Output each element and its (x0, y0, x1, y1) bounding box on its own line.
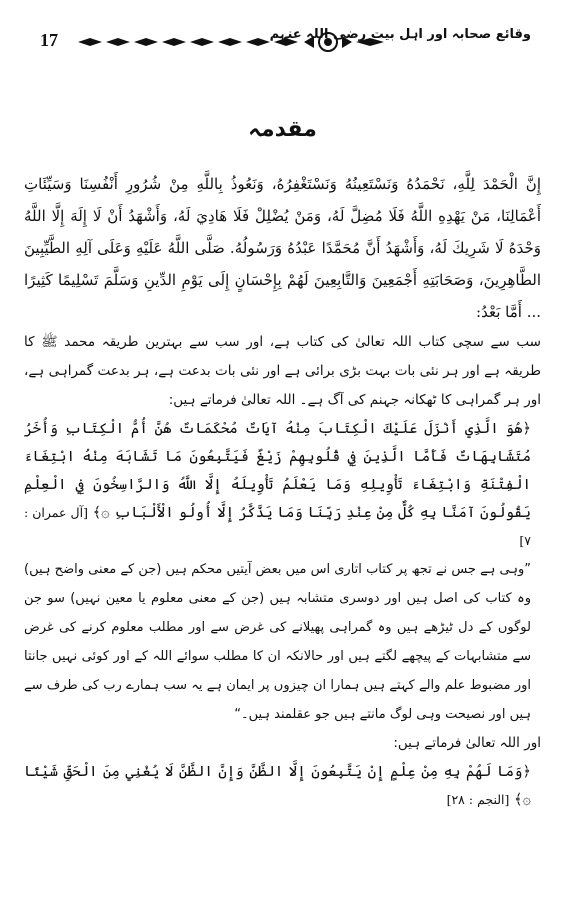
page-number: 17 (40, 30, 58, 50)
page-body (24, 168, 541, 814)
translation-1: ”وہی ہے جس نے تجھ پر کتاب اتاری اس میں بعض آیتیں محکم ہیں (جن کے معنی واضح ہیں) وہ کتاب کی اصل ہیں اور دوسری متشابہ ہیں (جن کے معنی معلوم یا معین نہیں) سو جن لوگوں کے دل ٹیڑھے ہیں وہ گمراہی پھیلانے کی غرض سے اور مطلب معلوم کرنے کی غرض سے متشابہات کے پیچھے لگتے ہیں اور حالانکہ ان کا مطلب سوائے اللہ کے اور کوئی نہیں جانتا اور مضبوط علم والے کہتے ہیں ہمارا ان چیزوں پر ایمان ہے یہ سب ہمارے رب کی طرف سے ہیں اور نصیحت وہی لوگ مانتے ہیں جو عقلمند ہیں۔“ (24, 562, 531, 722)
running-title: وقائع صحابہ اور اہل بیت رضی اللہ عنہم (269, 27, 531, 42)
page-title: مقدمہ (248, 117, 317, 142)
verse-2-reference: [النجم : ۲۸] (446, 792, 510, 807)
verse-1-reference: [آل عمران : ۷] (24, 505, 531, 548)
intro-2: اور اللہ تعالیٰ فرماتے ہیں: (393, 735, 541, 751)
quran-verse-2 (24, 758, 541, 814)
verse-2-text: ﴿وَمَا لَهُمْ بِهِ مِنْ عِلْمٍ إِنْ يَتَّبِعُونَ إِلَّا الظَّنَّ وَإِنَّ الظَّنَّ لَا يُغْنِي مِنَ الْحَقِّ شَيْئًا ۞﴾ (24, 764, 531, 808)
quran-verse-1 (24, 415, 541, 555)
intro-paragraph: سب سے سچی کتاب اللہ تعالیٰ کی کتاب ہے، اور سب سے بہترین طریقہ محمد ﷺ کا طریقہ ہے اور ہر نئی بات بہت بڑی برائی ہے اور نئی بات بدعت ہے، ہر بدعت گمراہی ہے، اور ہر گمراہی کا ٹھکانہ جہنم کی آگ ہے۔ اللہ تعالیٰ فرماتے ہیں: (24, 334, 541, 408)
khutbah-paragraph: إِنَّ الْحَمْدَ لِلَّهِ، نَحْمَدُهُ وَنَسْتَعِينُهُ وَنَسْتَغْفِرُهُ، وَنَعُوذُ بِاللَّهِ مِنْ شُرُورِ أَنْفُسِنَا وَسَيِّئَاتِ أَعْمَالِنَا، مَنْ يَهْدِهِ اللَّهُ فَلَا مُضِلَّ لَهُ، وَمَنْ يُضْلِلْ فَلَا هَادِيَ لَهُ، وَأَشْهَدُ أَنْ لَا إِلَهَ إِلَّا اللَّهُ وَحْدَهُ لَا شَرِيكَ لَهُ، وَأَشْهَدُ أَنَّ مُحَمَّدًا عَبْدُهُ وَرَسُولُهُ. صَلَّى اللَّهُ عَلَيْهِ وَعَلَى آلِهِ الطَّيِّبِينَ الطَّاهِرِينَ، وَصَحَابَتِهِ أَجْمَعِينَ وَالتَّابِعِينَ لَهُمْ بِإِحْسَانٍ إِلَى يَوْمِ الدِّينِ وَسَلَّمَ تَسْلِيمًا كَثِيرًا ... أَمَّا بَعْدُ: (24, 175, 541, 321)
page-header (0, 0, 565, 62)
verse-1-text: ﴿هُوَ الَّذِي أَنْزَلَ عَلَيْكَ الْكِتَابَ مِنْهُ آيَاتٌ مُحْكَمَاتٌ هُنَّ أُمُّ الْكِتَابِ وَأُخَرُ مُتَشَابِهَاتٌ فَأَمَّا الَّذِينَ فِي قُلُوبِهِمْ زَيْغٌ فَيَتَّبِعُونَ مَا تَشَابَهَ مِنْهُ ابْتِغَاءَ الْفِتْنَةِ وَابْتِغَاءَ تَأْوِيلِهِ وَمَا يَعْلَمُ تَأْوِيلَهُ إِلَّا اللَّهُ وَالرَّاسِخُونَ فِي الْعِلْمِ يَقُولُونَ آمَنَّا بِهِ كُلٌّ مِنْ عِنْدِ رَبِّنَا وَمَا يَذَّكَّرُ إِلَّا أُولُو الْأَلْبَابِ ۞﴾ (24, 421, 531, 521)
